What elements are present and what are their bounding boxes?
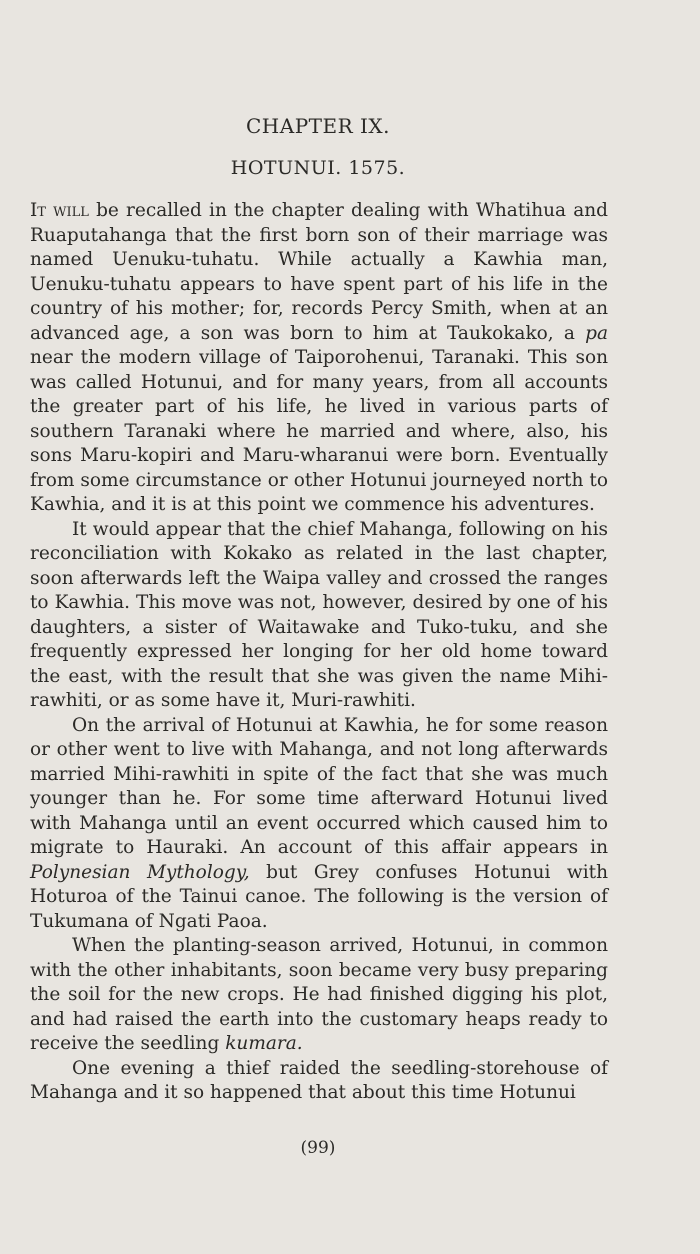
italic-term: kumara. — [225, 1033, 303, 1054]
paragraph-text-cont: but Grey confuses Hotunui with Hoturoa of the Tainui canoe. The following is the version of Tukumana of Ngati Paoa. — [30, 861, 608, 932]
italic-title: Polynesian Mythology, — [30, 861, 250, 883]
paragraph-2: It would appear that the chief Mahanga, following on his reconciliation with Kokako as related in the last chapter, soon afterwards left the Waipa valley and crossed the ranges to Kawhia. This move was not, however, desired by one of his daughters, a sister of Waitawake and Tuko-tuku, and she frequently expressed her longing for her old home toward the east, with the result that she was given the name Mihi-rawhiti, or as some have it, Muri-rawhiti. — [30, 518, 608, 711]
paragraph-4 — [30, 934, 608, 1057]
paragraph-text-cont: near the modern village of Taiporohenui, Taranaki. This son was called Hotunui, and for many years, from all accounts the greater part of his life, he lived in various parts of southern Taranaki where he married and where, also, his sons Maru-kopiri and Maru-wharanui were born. Eventually from some circumstance or other Hotunui journeyed north to Kawhia, and it is at this point we commence his adventures. — [30, 347, 608, 515]
paragraph-1 — [30, 199, 608, 518]
paragraph-text: On the arrival of Hotunui at Kawhia, he for some reason or other went to live with Mahanga, and not long afterwards married Mihi-rawhiti in spite of the fact that she was much younger than he. For some time afterward Hotunui lived with Mahanga until an event occurred which caused him to migrate to Hauraki. An account of this affair appears in — [30, 714, 608, 858]
chapter-title: HOTUNUI. 1575. — [230, 157, 406, 179]
paragraph-text: When the planting-season arrived, Hotunui, in common with the other inhabitants, soon became very busy preparing the soil for the new crops. He had finished digging his plot, and had raised the earth into the customary heaps ready to receive the seedling — [30, 935, 608, 1054]
paragraph-5: One evening a thief raided the seedling-storehouse of Mahanga and it so happened that about this time Hotunui — [30, 1057, 608, 1103]
paragraph-3 — [30, 714, 608, 935]
paragraph-lead: It will — [30, 200, 89, 221]
paragraph-text: be recalled in the chapter dealing with Whatihua and Ruaputahanga that the first born son of their marriage was named Uenuku-tuhatu. While actually a Kawhia man, Uenuku-tuhatu appears to have spent part of his life in the country of his mother; for, records Percy Smith, when at an advanced age, a son was born to him at Taukokako, a — [30, 200, 609, 344]
page-number: (99) — [300, 1138, 336, 1158]
chapter-heading: CHAPTER IX. — [246, 114, 390, 138]
body-text — [30, 199, 608, 1106]
italic-term: pa — [585, 322, 608, 344]
